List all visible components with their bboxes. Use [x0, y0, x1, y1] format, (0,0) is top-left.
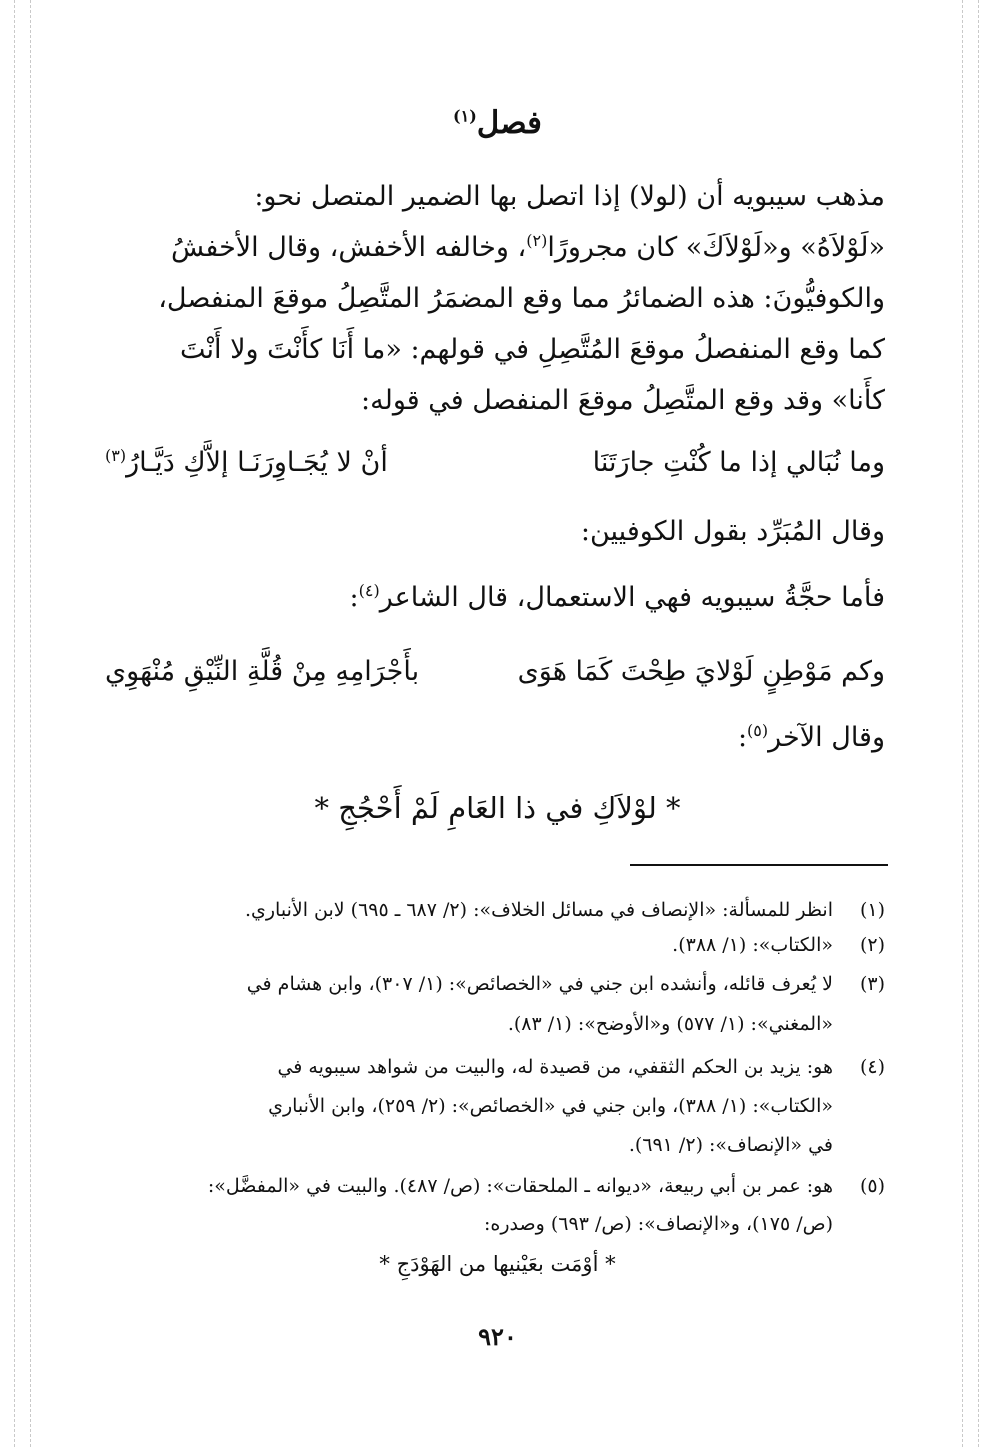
scan-edge-line — [978, 0, 979, 1447]
footnote-separator — [630, 864, 888, 866]
scan-edge-line — [30, 0, 31, 1447]
verse-second-hemistich — [105, 441, 388, 485]
footnote-verse: * أوْمَت بعَيْنيها من الهَوْدَجِ * — [379, 1252, 616, 1276]
footnote-ref: (٥) — [747, 721, 769, 740]
footnote-number: (٢) — [859, 934, 885, 956]
body-line — [105, 578, 885, 618]
body-line: مذهب سيبويه أن (لولا) إذا اتصل بها الضمير المتصل نحو: — [254, 181, 885, 212]
footnote-text: هو: يزيد بن الحكم الثقفي، من قصيدة له، والبيت من شواهد سيبويه في — [277, 1056, 833, 1078]
scan-edge-line — [14, 0, 15, 1447]
body-text: ، وخالفه الأخفش، وقال الأخفشُ — [171, 232, 527, 263]
poetry-verse — [105, 650, 885, 694]
body-line — [105, 718, 885, 758]
footnote-number: (٣) — [859, 973, 885, 995]
heading-title: فصل — [476, 105, 542, 141]
body-line: والكوفيُّونَ: هذه الضمائرُ مما وقع المضمَرُ المتَّصِلُ موقعَ المنفصل، — [158, 283, 885, 314]
body-line: وقال المُبَرِّد بقول الكوفيين: — [580, 516, 885, 547]
footnote-number: (٤) — [859, 1056, 885, 1078]
body-text: : — [737, 722, 748, 753]
footnote-continuation: (ص/ ١٧٥)، و«الإنصاف»: (ص/ ٦٩٣) وصدره: — [484, 1213, 833, 1235]
body-line: كأَنا» وقد وقع المتَّصِلُ موقعَ المنفصل في قوله: — [361, 385, 885, 416]
footnote-number: (٥) — [859, 1175, 885, 1197]
section-heading — [0, 98, 995, 148]
heading-footnote-ref: (١) — [453, 106, 477, 126]
body-line: كما وقع المنفصلُ موقعَ المُتَّصِلِ في قولهم: «ما أَنَا كأَنْتَ ولا أَنْتَ — [180, 334, 885, 365]
footnote-ref: (٣) — [105, 446, 127, 465]
verse-text: أنْ لا يُجَـاوِرَنَـا إلاَّكِ دَيَّـارُ — [126, 447, 388, 478]
footnote-number: (١) — [859, 899, 885, 921]
scan-edge-line — [962, 0, 963, 1447]
footnote-continuation: «المغني»: (١/ ٥٧٧) و«الأوضح»: (١/ ٨٣). — [507, 1013, 833, 1035]
body-text: فأما حجَّةُ سيبويه فهي الاستعمال، قال الشاعر — [379, 582, 885, 613]
body-text: وقال الآخر — [768, 722, 885, 753]
footnote-text: «الكتاب»: (١/ ٣٨٨). — [672, 934, 833, 956]
footnote — [110, 929, 885, 962]
footnote-text: انظر للمسألة: «الإنصاف في مسائل الخلاف»: (٢/ ٦٨٧ ـ ٦٩٥) لابن الأنباري. — [244, 899, 833, 921]
footnote — [110, 968, 885, 1001]
verse-first-hemistich: وما نُبَالي إذا ما كُنْتِ جارَتَنَا — [592, 447, 885, 478]
poetry-verse — [105, 441, 885, 485]
verse-second-hemistich: بأَجْرَامِهِ مِنْ قُلَّةِ النِّيْقِ مُنْهَوِي — [105, 656, 420, 687]
footnote — [110, 894, 885, 927]
verse-first-hemistich: وكم مَوْطِنٍ لَوْلايَ طِحْتَ كَمَا هَوَى — [517, 656, 885, 687]
centered-verse: * لوْلاَكِ في ذا العَامِ لَمْ أَحْجُجِ * — [314, 791, 681, 825]
body-text: : — [349, 582, 359, 613]
footnote — [110, 1051, 885, 1084]
footnote — [110, 1170, 885, 1203]
footnote-ref: (٤) — [358, 581, 380, 600]
footnote-ref: (٢) — [526, 231, 548, 250]
body-text: «لَوْلاَهُ» و«لَوْلاَكَ» كان مجرورًا — [547, 232, 885, 263]
page-number: ٩٢٠ — [478, 1322, 517, 1351]
footnote-text: لا يُعرف قائله، وأنشده ابن جني في «الخصائص»: (١/ ٣٠٧)، وابن هشام في — [246, 973, 833, 995]
footnote-continuation: في «الإنصاف»: (٢/ ٦٩١). — [628, 1134, 833, 1156]
footnote-text: هو: عمر بن أبي ربيعة، «ديوانه ـ الملحقات»: (ص/ ٤٨٧). والبيت في «المفضَّل»: — [207, 1175, 833, 1197]
footnote-continuation: «الكتاب»: (١/ ٣٨٨)، وابن جني في «الخصائص»: (٢/ ٢٥٩)، وابن الأنباري — [268, 1095, 833, 1117]
body-line — [105, 228, 885, 268]
